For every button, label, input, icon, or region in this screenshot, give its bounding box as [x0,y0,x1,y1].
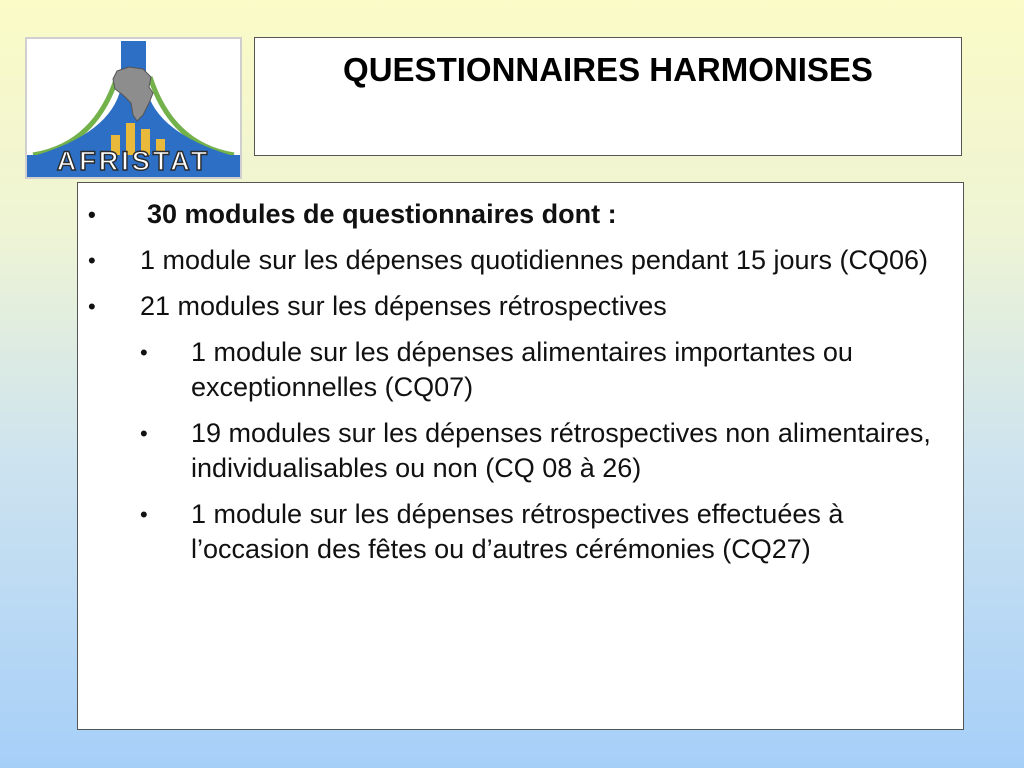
bullet-marker: • [140,421,148,446]
bullet-text: 1 module sur les dépenses alimentaires importantes ou exceptionnelles (CQ07) [191,337,853,402]
bullet-item-5 [78,416,963,486]
content-box [77,182,964,730]
bullet-marker: • [88,294,96,319]
bullet-item-3 [78,289,963,324]
logo-wordmark: AFRISTAT [56,146,211,176]
bullet-item-1 [78,197,963,232]
slide-title: QUESTIONNAIRES HARMONISES [343,51,873,88]
bullet-item-2 [78,243,963,278]
bullet-marker: • [140,340,148,365]
bullet-text: 1 module sur les dépenses rétrospectives effectuées à l’occasion des fêtes ou d’autres cérémonies (CQ27) [191,499,844,564]
bullet-marker: • [140,502,148,527]
bullet-item-4 [78,335,963,405]
bullet-marker: • [88,202,96,227]
bullet-list [78,197,963,567]
afristat-logo [25,37,242,179]
title-box [254,37,962,156]
bullet-item-6 [78,497,963,567]
bullet-marker: • [88,248,96,273]
bullet-text: 1 module sur les dépenses quotidiennes pendant 15 jours (CQ06) [140,245,928,275]
bullet-text: 30 modules de questionnaires dont : [147,199,617,229]
bullet-text: 21 modules sur les dépenses rétrospectives [140,291,667,321]
bullet-text: 19 modules sur les dépenses rétrospectives non alimentaires, individualisables ou non (CQ 08 à 26) [191,418,931,483]
